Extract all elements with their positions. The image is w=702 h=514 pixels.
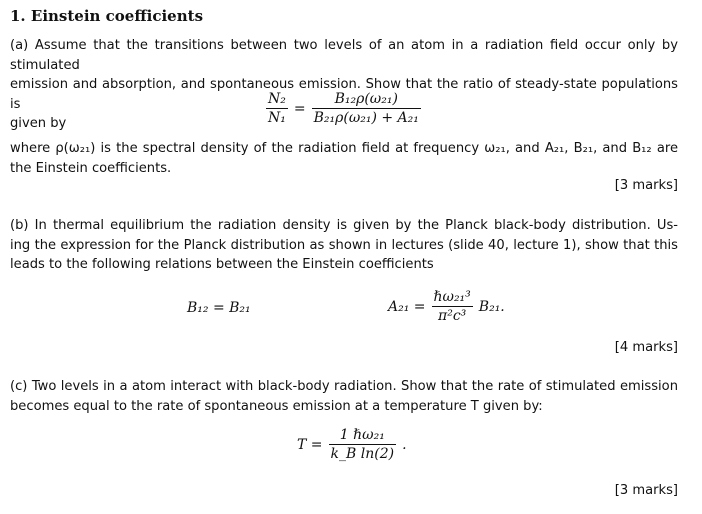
part-a-line-5: the Einstein coefficients. (10, 160, 172, 176)
part-a-line-1: (a) Assume that the transitions between two levels of an atom in a radiation field occur only by stimulated (10, 38, 678, 73)
equation-lhs: T = (297, 436, 323, 453)
part-c-line-2: becomes equal to the rate of spontaneous emission at a temperature T given by: (10, 398, 543, 414)
fraction-hbar-omega (432, 289, 473, 324)
fraction-numerator: 1 ℏω₂₁ (329, 427, 397, 445)
fraction-numerator: ℏω₂₁³ (433, 289, 471, 305)
part-b-line-2: ing the expression for the Planck distribution as shown in lectures (slide 40, lecture 1), show that this (10, 237, 678, 253)
part-a-line-3: given by (10, 116, 67, 131)
part-a-line-4: where ρ(ω₂₁) is the spectral density of the radiation field at frequency ω₂₁, and A₂₁, B₂₁, and B₁₂ are (10, 141, 678, 156)
fraction-n2-n1 (266, 91, 288, 126)
fraction-numerator: N₂ (268, 91, 286, 107)
part-b-marks: [4 marks] (614, 340, 678, 355)
part-c-text (10, 377, 678, 416)
equals-sign: = (293, 100, 306, 117)
part-b-text (10, 216, 678, 275)
part-c-line-1: (c) Two levels in a atom interact with black-body radiation. Show that the rate of stimulated emission (10, 379, 678, 394)
fraction-numerator: B₁₂ρ(ω₂₁) (312, 91, 421, 109)
fraction-b12-rho (312, 91, 421, 126)
fraction-temperature (329, 427, 397, 462)
part-b-line-1: (b) In thermal equilibrium the radiation density is given by the Planck black-body distribution. Us- (10, 218, 678, 233)
equation-tail: . (402, 436, 407, 453)
part-a-line-2: emission and absorption, and spontaneous emission. Show that the ratio of steady-state populations is (10, 77, 678, 112)
fraction-denominator: N₁ (268, 110, 286, 126)
equation-tail: B₂₁. (478, 298, 505, 315)
part-b-line-3: leads to the following relations between the Einstein coefficients (10, 257, 434, 272)
equation-population-ratio (266, 91, 421, 126)
fraction-denominator: π²c³ (438, 308, 467, 324)
fraction-denominator: k_B ln(2) (330, 446, 395, 462)
fraction-denominator: B₂₁ρ(ω₂₁) + A₂₁ (313, 110, 419, 126)
part-c-marks: [3 marks] (614, 483, 678, 498)
equation-temperature (297, 427, 407, 462)
equation-a21 (388, 289, 505, 324)
equation-b12-equals-b21: B₁₂ = B₂₁ (187, 300, 251, 316)
section-heading: 1. Einstein coefficients (10, 7, 204, 25)
equation-lhs: A₂₁ = (388, 298, 426, 315)
part-a-marks: [3 marks] (614, 178, 678, 193)
part-a-text-continued (10, 139, 678, 178)
